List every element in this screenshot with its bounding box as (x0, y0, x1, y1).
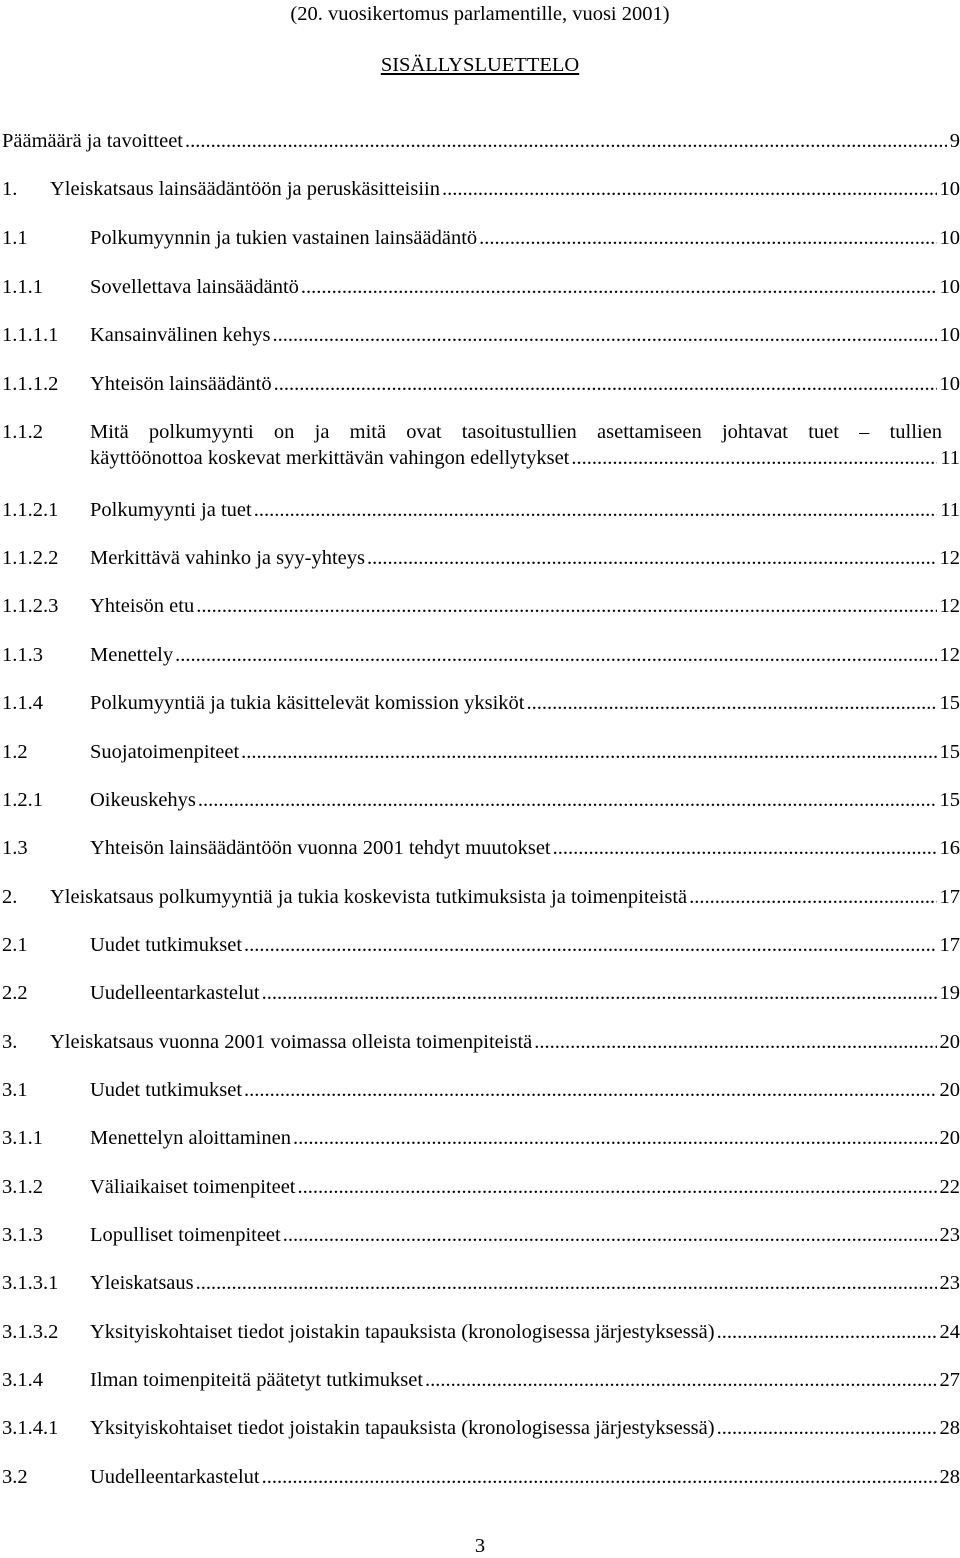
toc-entry-number: 3.1.1 (2, 1127, 43, 1149)
toc-entry-number: 3.2 (2, 1466, 28, 1488)
toc-leader-dots (479, 225, 936, 251)
toc-leader-dots (241, 739, 936, 765)
toc-entry-page: 10 (939, 227, 960, 249)
toc-entry-page: 10 (939, 373, 960, 395)
toc-leader-dots (298, 1174, 937, 1200)
toc-entry[interactable] (0, 932, 960, 958)
toc-entry[interactable] (0, 835, 960, 861)
toc-entry-title: Uudet tutkimukset (90, 1079, 243, 1101)
toc-entry-number: 1.1.1 (2, 276, 43, 298)
toc-entry-title: Ilman toimenpiteitä päätetyt tutkimukset (90, 1369, 424, 1391)
toc-entry-title: Menettely (90, 644, 174, 666)
toc-leader-dots (442, 176, 937, 202)
toc-entry-title: Yhteisön lainsäädäntö (90, 373, 272, 395)
toc-entry-page: 15 (939, 789, 960, 811)
toc-entry-title: Yhteisön etu (90, 595, 195, 617)
toc-entry-title: Yhteisön lainsäädäntöön vuonna 2001 tehdyt muutokset (90, 837, 551, 859)
toc-entry[interactable] (0, 1029, 960, 1055)
toc-entry-page: 10 (939, 324, 960, 346)
toc-entry-number: 3.1.3.2 (2, 1321, 59, 1343)
toc-entry-title: Uudelleentarkastelut (90, 982, 260, 1004)
toc-leader-dots (175, 642, 936, 668)
toc-entry-number: 1.1.4 (2, 692, 43, 714)
toc-entry-page: 19 (939, 982, 960, 1004)
toc-entry-page: 28 (939, 1466, 960, 1488)
toc-leader-dots (717, 1319, 937, 1345)
toc-entry-number: 2.2 (2, 982, 28, 1004)
page-number: 3 (474, 1535, 486, 1557)
toc-entry-page: 27 (939, 1369, 960, 1391)
toc-entry-number: 1.2.1 (2, 789, 43, 811)
toc-entry[interactable] (0, 642, 960, 668)
toc-entry[interactable] (0, 225, 960, 251)
toc-leader-dots (185, 128, 947, 154)
toc-entry-page: 17 (939, 886, 960, 908)
toc-entry[interactable] (0, 1319, 960, 1345)
toc-entry-title: Polkumyynnin ja tukien vastainen lainsäädäntö (90, 227, 478, 249)
toc-leader-dots (254, 497, 938, 523)
toc-entry-page: 16 (939, 837, 960, 859)
toc-entry-number: 1.1.2.1 (2, 499, 59, 521)
toc-leader-dots (262, 980, 937, 1006)
toc-entry-page: 20 (939, 1079, 960, 1101)
toc-entry-title: Yksityiskohtaiset tiedot joistakin tapauksista (kronologisessa järjestyksessä) (90, 1321, 715, 1343)
page-title: SISÄLLYSLUETTELO (380, 54, 580, 76)
toc-entry-page: 23 (939, 1224, 960, 1246)
toc-entry[interactable] (0, 1174, 960, 1200)
toc-entry-number: 1.1.2.3 (2, 595, 59, 617)
toc-entry[interactable] (0, 274, 960, 300)
toc-entry-number: 3.1.3.1 (2, 1272, 59, 1294)
toc-entry-title: Yleiskatsaus polkumyyntiä ja tukia koskevista tutkimuksista ja toimenpiteistä (50, 886, 688, 908)
toc-leader-dots (526, 690, 936, 716)
toc-entry[interactable] (0, 322, 960, 348)
toc-entry[interactable] (0, 739, 960, 765)
toc-entry-number: 1.1.1.2 (2, 373, 59, 395)
toc-entry-number: 2.1 (2, 934, 28, 956)
toc-entry-number: 3.1.2 (2, 1176, 43, 1198)
toc-entry-title: Uudelleentarkastelut (90, 1466, 260, 1488)
toc-entry-title: Polkumyynti ja tuet (90, 499, 252, 521)
toc-leader-dots (196, 1270, 937, 1296)
toc-entry[interactable] (0, 497, 960, 523)
toc-entry[interactable] (0, 1415, 960, 1441)
toc-entry-title-line1: Mitä polkumyynti on ja mitä ovat tasoitustullien asettamiseen johtavat tuet – tullien (90, 421, 942, 443)
toc-leader-dots (717, 1415, 937, 1441)
toc-leader-dots (571, 445, 937, 471)
toc-entry-number: 3.1.4 (2, 1369, 43, 1391)
toc-entry[interactable] (0, 1367, 960, 1393)
toc-entry-number: 3.1 (2, 1079, 28, 1101)
toc-entry-page: 20 (939, 1127, 960, 1149)
toc-entry-page: 12 (939, 547, 960, 569)
toc-entry-number: 1.1.1.1 (2, 324, 59, 346)
toc-entry-title: Kansainvälinen kehys (90, 324, 271, 346)
toc-leader-dots (262, 1464, 937, 1490)
toc-entry[interactable] (0, 1464, 960, 1490)
toc-leader-dots (425, 1367, 936, 1393)
toc-entry-page: 9 (949, 130, 960, 152)
toc-entry[interactable] (0, 1125, 960, 1151)
toc-leader-dots (244, 1077, 936, 1103)
toc-entry[interactable] (0, 787, 960, 813)
toc-entry-page: 15 (939, 692, 960, 714)
toc-entry[interactable] (0, 1270, 960, 1296)
toc-entry-page: 12 (939, 644, 960, 666)
toc-entry-number: 1.1.2 (2, 421, 43, 443)
toc-entry-page: 10 (939, 276, 960, 298)
toc-entry[interactable] (0, 419, 960, 471)
toc-leader-dots (534, 1029, 936, 1055)
toc-entry-title: Menettelyn aloittaminen (90, 1127, 291, 1149)
toc-entry[interactable] (0, 1077, 960, 1103)
toc-leader-dots (196, 593, 936, 619)
toc-entry[interactable] (0, 176, 960, 202)
toc-entry-page: 20 (939, 1031, 960, 1053)
toc-entry-title: Väliaikaiset toimenpiteet (90, 1176, 296, 1198)
toc-leader-dots (301, 274, 937, 300)
toc-entry-page: 17 (939, 934, 960, 956)
toc-entry[interactable] (0, 980, 960, 1006)
toc-entry-number: 1.3 (2, 837, 28, 859)
toc-leader-dots (293, 1125, 937, 1151)
toc-entry[interactable] (0, 1222, 960, 1248)
toc-entry-title: Yleiskatsaus lainsäädäntöön ja peruskäsitteisiin (50, 178, 440, 200)
toc-entry-page: 15 (939, 741, 960, 763)
toc-entry-number: 1.1 (2, 227, 28, 249)
toc-entry-title: Yksityiskohtaiset tiedot joistakin tapauksista (kronologisessa järjestyksessä) (90, 1417, 715, 1439)
toc-leader-dots (274, 371, 937, 397)
toc-entry-page: 10 (939, 178, 960, 200)
toc-leader-dots (244, 932, 936, 958)
toc-leader-dots (198, 787, 937, 813)
toc-entry-title: Yleiskatsaus vuonna 2001 voimassa olleista toimenpiteistä (50, 1031, 533, 1053)
toc-entry-page: 11 (940, 499, 960, 521)
toc-entry-number: 1.1.2.2 (2, 547, 59, 569)
toc-entry-number: 3. (2, 1031, 18, 1053)
toc-entry-page: 28 (939, 1417, 960, 1439)
toc-entry-page: 11 (940, 447, 960, 469)
toc-entry[interactable] (0, 371, 960, 397)
toc-entry[interactable] (0, 128, 960, 154)
toc-entry-page: 23 (939, 1272, 960, 1294)
toc-entry-title: Uudet tutkimukset (90, 934, 243, 956)
toc-leader-dots (272, 322, 936, 348)
toc-entry-number: 1.2 (2, 741, 28, 763)
toc-entry-title: Lopulliset toimenpiteet (90, 1224, 281, 1246)
toc-leader-dots (689, 884, 936, 910)
toc-entry-number: 3.1.4.1 (2, 1417, 59, 1439)
toc-entry-title: Päämäärä ja tavoitteet (2, 130, 183, 152)
toc-entry-title: Merkittävä vahinko ja syy-yhteys (90, 547, 365, 569)
toc-entry[interactable] (0, 593, 960, 619)
toc-entry-title: Polkumyyntiä ja tukia käsittelevät komission yksiköt (90, 692, 525, 714)
toc-entry-title: Oikeuskehys (90, 789, 196, 811)
toc-entry-number: 2. (2, 886, 18, 908)
toc-entry-page: 12 (939, 595, 960, 617)
toc-entry[interactable] (0, 884, 960, 910)
toc-leader-dots (367, 545, 937, 571)
toc-entry-number: 3.1.3 (2, 1224, 43, 1246)
toc-leader-dots (553, 835, 937, 861)
report-header: (20. vuosikertomus parlamentille, vuosi 2001) (290, 3, 670, 25)
toc-entry[interactable] (0, 690, 960, 716)
toc-entry-page: 22 (939, 1176, 960, 1198)
toc-entry-title: Sovellettava lainsäädäntö (90, 276, 299, 298)
toc-entry-title: Yleiskatsaus (90, 1272, 194, 1294)
toc-entry-page: 24 (939, 1321, 960, 1343)
toc-entry-number: 1.1.3 (2, 644, 43, 666)
toc-entry-title: Suojatoimenpiteet (90, 741, 240, 763)
toc-entry-number: 1. (2, 178, 18, 200)
toc-entry[interactable] (0, 545, 960, 571)
toc-entry-title-line2: käyttöönottoa koskevat merkittävän vahingon edellytykset (90, 447, 570, 469)
toc-leader-dots (283, 1222, 937, 1248)
